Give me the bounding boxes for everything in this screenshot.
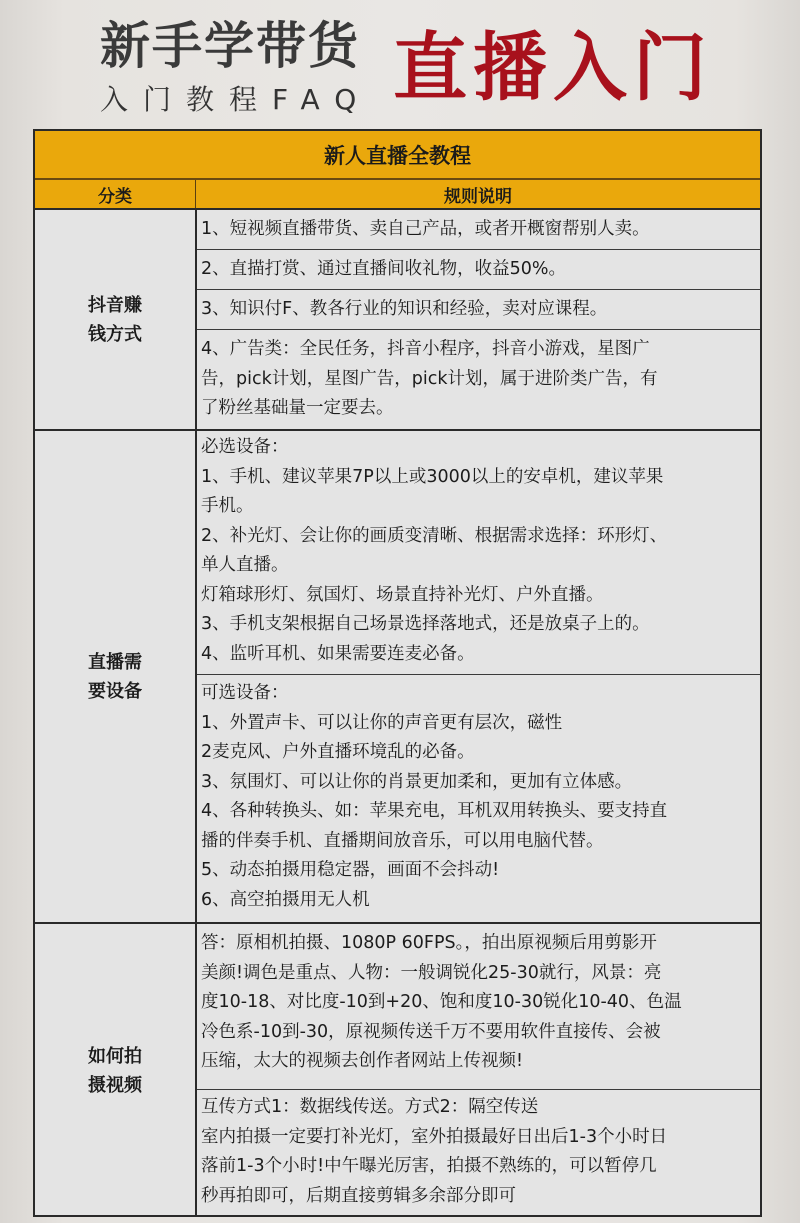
category-line: 钱方式 (88, 323, 142, 345)
rule-line: 美颜!调色是重点、人物：一般调锐化25-30就行，风景：亮 (201, 962, 662, 983)
section-equipment (35, 431, 760, 924)
rule-line: 单人直播。 (201, 555, 289, 575)
category-label (35, 210, 195, 429)
rule-cell-optional (197, 675, 760, 922)
rule-line: 1、外置声卡、可以让你的声音更有层次，磁性 (201, 712, 563, 733)
rule-line: 5、动态拍摄用稳定器，画面不会抖动! (201, 860, 500, 880)
table-caption: 新人直播全教程 (35, 131, 760, 180)
rule-line: 互传方式1：数据线传送。方式2：隔空传送 (201, 1097, 539, 1117)
rule-line: 3、知识付F、教各行业的知识和经验，卖对应课程。 (201, 299, 608, 319)
section-earning-methods (35, 210, 760, 431)
category-line: 直播需 (88, 651, 142, 673)
category-line: 要设备 (88, 680, 142, 702)
rule-line: 播的伴奏手机、直播期间放音乐，可以用电脑代替。 (201, 830, 604, 851)
rule-line: 1、短视频直播带货、卖自己产品，或者开概窗帮别人卖。 (201, 219, 650, 239)
rule-cell (197, 290, 760, 330)
rule-line: 落前1-3个小时!中午曝光厉害，拍摄不熟练的，可以暂停几 (201, 1156, 657, 1176)
title-main: 新手学带货 (100, 17, 360, 75)
rule-line: 6、高空拍摄用无人机 (201, 889, 370, 910)
table-header-row (35, 180, 760, 210)
category-label (35, 924, 195, 1217)
rule-line: 3、手机支架根据自己场景选择落地式，还是放桌子上的。 (201, 614, 650, 634)
category-line: 摄视频 (88, 1074, 142, 1096)
rule-cell (197, 210, 760, 250)
column-header-category: 分类 (35, 180, 196, 208)
rule-cell (197, 1090, 760, 1217)
category-label (35, 431, 195, 922)
category-line: 如何拍 (88, 1045, 142, 1067)
rule-line: 灯箱球形灯、氛国灯、场景直持补光灯、户外直播。 (201, 584, 604, 605)
title-subtitle: 入门教程FAQ (100, 83, 372, 116)
rule-line: 度10-18、对比度-10到+20、饱和度10-30锐化10-40、色温 (201, 992, 682, 1012)
title-highlight: 直播入门 (393, 25, 713, 111)
rule-cell (197, 250, 760, 290)
rule-line: 4、监听耳机、如果需要连麦必备。 (201, 643, 475, 664)
rule-line: 3、氛围灯、可以让你的肖景更加柔和，更加有立体感。 (201, 771, 633, 792)
rule-line: 手机。 (201, 496, 254, 516)
rule-line: 1、手机、建议苹果7P以上或3000以上的安卓机，建议苹果 (201, 466, 664, 487)
rule-line: 冷色系-10到-30，原视频传送千万不要用软件直接传、会被 (201, 1021, 661, 1042)
rule-line: 压缩，太大的视频去创作者网站上传视频! (201, 1051, 524, 1071)
rule-line: 必选设备： (201, 437, 289, 457)
poster-header (0, 0, 800, 128)
rule-line: 2、直描打赏、通过直播间收礼物，收益50%。 (201, 259, 567, 279)
rule-line: 4、各种转换头、如：苹果充电，耳机双用转换头、要支持直 (201, 801, 668, 821)
rule-line: 2、补光灯、会让你的画质变清晰、根据需求选择：环形灯、 (201, 525, 668, 546)
rule-line: 了粉丝基础量一定要去。 (201, 398, 394, 418)
rule-cell (197, 330, 760, 429)
rule-line: 室内拍摄一定要打补光灯，室外拍摄最好日出后1-3个小时日 (201, 1126, 668, 1147)
rule-line: 2麦克风、户外直播环境乱的必备。 (201, 742, 475, 762)
rule-line: 可选设备： (201, 683, 289, 703)
rule-cell (197, 924, 760, 1090)
column-header-rules: 规则说明 (444, 186, 512, 207)
category-line: 抖音赚 (88, 294, 142, 316)
rule-line: 4、广告类：全民任务，抖音小程序，抖音小游戏，星图广 (201, 339, 650, 359)
section-shooting-video (35, 924, 760, 1217)
tutorial-table (33, 129, 762, 1217)
rule-line: 告，pick计划，星图广告，pick计划，属于进阶类广告，有 (201, 368, 658, 389)
rule-line: 秒再拍即可，后期直接剪辑多余部分即可 (201, 1185, 516, 1206)
rule-line: 答：原相机拍摄、1080P 60FPS。，拍出原视频后用剪影开 (201, 933, 657, 953)
rule-cell-required (197, 431, 760, 675)
